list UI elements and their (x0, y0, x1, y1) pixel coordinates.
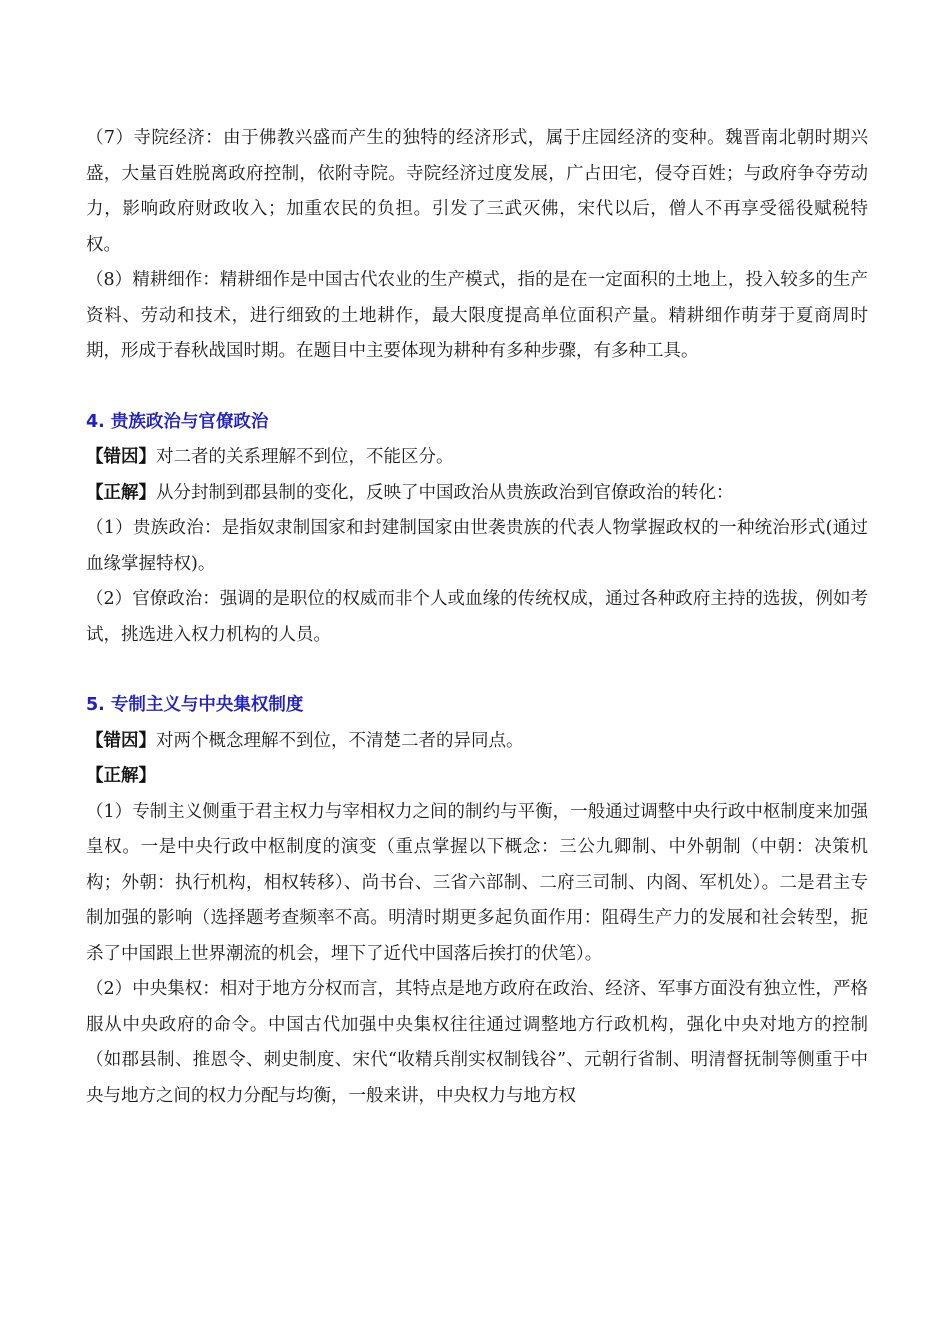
section-spacer (86, 653, 868, 688)
section-4-heading: 4. 贵族政治与官僚政治 (86, 411, 269, 432)
answer-tag: 【正解】 (86, 766, 156, 786)
section-4-answer (86, 476, 868, 512)
paragraph-intensive-farming: （8）精耕细作：精耕细作是中国古代农业的生产模式，指的是在一定面积的土地上，投入较多的生产资料、劳动和技术，进行细致的土地耕作，最大限度提高单位面积产量。精耕细作萌芽于夏商周时期，形成于春秋战国时期。在题目中主要体现为耕种有多种步骤，有多种工具。 (86, 270, 868, 361)
document-page (86, 121, 868, 1114)
section-5-item-autocracy: （1）专制主义侧重于君主权力与宰相权力之间的制约与平衡，一般通过调整中央行政中枢制度来加强皇权。一是中央行政中枢制度的演变（重点掌握以下概念：三公九卿制、中外朝制（中朝：决策机构；外朝：执行机构，相权转移）、尚书台、三省六部制、二府三司制、内阁、军机处）。二是君主专制加强的影响（选择题考查频率不高。明清时期更多起负面作用：阻碍生产力的发展和社会转型，扼杀了中国跟上世界潮流的机会，埋下了近代中国落后挨打的伏笔）。 (86, 801, 868, 964)
paragraph-temple-economy: （7）寺院经济：由于佛教兴盛而产生的独特的经济形式，属于庄园经济的变种。魏晋南北朝时期兴盛，大量百姓脱离政府控制，依附寺院。寺院经济过度发展，广占田宅，侵夺百姓；与政府争夺劳动力，影响政府财政收入；加重农民的负担。引发了三武灭佛，宋代以后，僧人不再享受徭役赋税特权。 (86, 128, 868, 255)
section-5-heading: 5. 专制主义与中央集权制度 (86, 695, 304, 715)
error-text: 对二者的关系理解不到位，不能区分。 (156, 447, 454, 467)
error-text: 对两个概念理解不到位，不清楚二者的异同点。 (156, 730, 524, 751)
section-spacer (86, 370, 868, 405)
answer-tag: 【正解】 (86, 482, 156, 503)
section-4-item-bureaucratic-politics: （2）官僚政治：强调的是职位的权威而非个人或血缘的传统权成，通过各种政府主持的选拔，例如考试，挑选进入权力机构的人员。 (86, 589, 868, 645)
section-5-item-centralization: （2）中央集权：相对于地方分权而言，其特点是地方政府在政治、经济、军事方面没有独立性，严格服从中央政府的命令。中国古代加强中央集权往往通过调整地方行政机构，强化中央对地方的控制（如郡县制、推恩令、刺史制度、宋代“收精兵削实权制钱谷”、元朝行省制、明清督抚制等侧重于中央与地方之间的权力分配与均衡，一般来讲，中央权力与地方权 (86, 979, 868, 1106)
section-4-item-aristocratic-politics: （1）贵族政治：是指奴隶制国家和封建制国家由世袭贵族的代表人物掌握政权的一种统治形式(通过血缘掌握特权)。 (86, 518, 868, 574)
section-4-error (86, 440, 868, 476)
error-tag: 【错因】 (86, 447, 156, 467)
error-tag: 【错因】 (86, 730, 156, 751)
section-5-error (86, 724, 868, 760)
answer-text: 从分封制到郡县制的变化，反映了中国政治从贵族政治到官僚政治的转化： (156, 482, 734, 503)
section-5-answer (86, 759, 868, 795)
